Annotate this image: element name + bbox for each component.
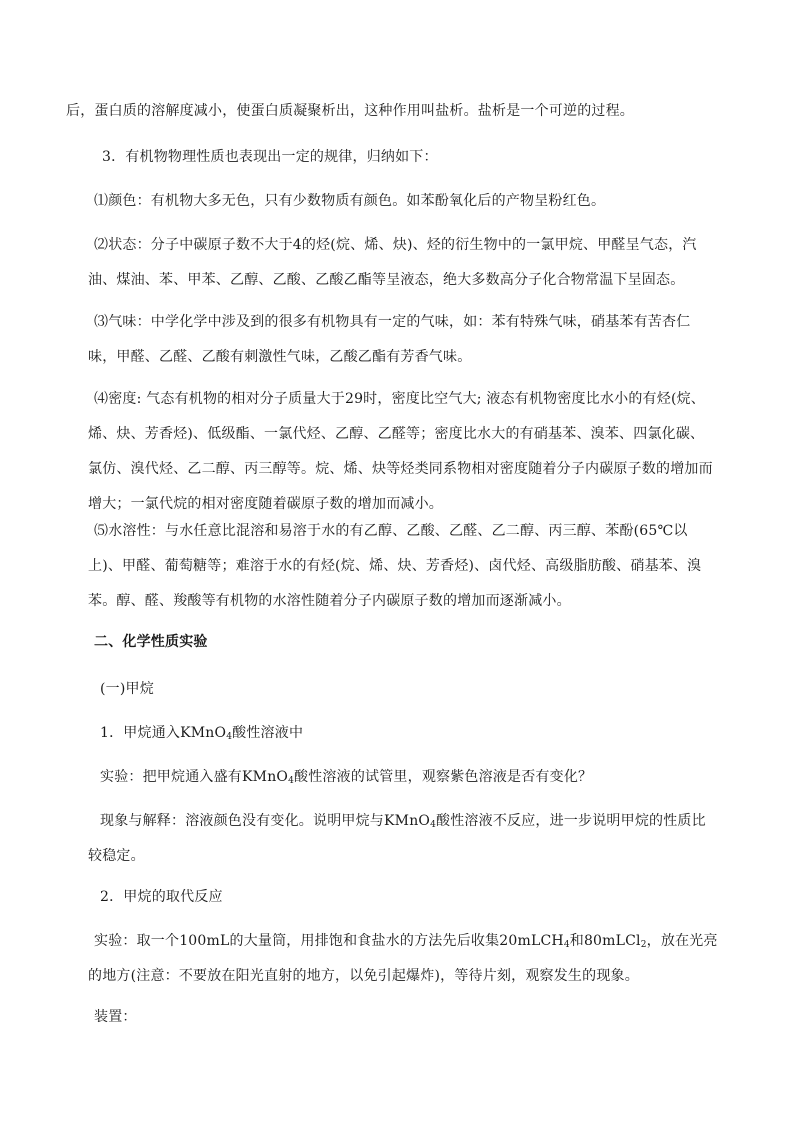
paragraph-salting-out: 后，蛋白质的溶解度减小，使蛋白质凝聚析出，这种作用叫盐析。盐析是一个可逆的过程。	[66, 103, 634, 119]
paragraph-water-solubility: ⑸水溶性：与水任意比混溶和易溶于水的有乙醇、乙酸、乙醛、乙二醇、丙三醇、苯酚(65℃以上)、甲醛、葡萄糖等；难溶于水的有烃(烷、烯、炔、芳香烃)、卤代烃、高级脂肪酸、硝基苯、溴苯。醇、醛、羧酸等有机物的水溶性随着分子内碳原子数的增加而逐渐减小。	[88, 523, 702, 609]
paragraph-color: ⑴颜色：有机物大多无色，只有少数物质有颜色。如苯酚氧化后的产物呈粉红色。	[94, 193, 606, 209]
paragraph-state: ⑵状态：分子中碳原子数不大于4的烃(烷、烯、炔)、烃的衍生物中的一氯甲烷、甲醛呈气态，汽油、煤油、苯、甲苯、乙醇、乙酸、乙酸乙酯等呈液态，绝大多数高分子化合物常温下呈固态。	[88, 237, 697, 288]
paragraph-experiment-substitution: 实验：取一个100mL的大量筒，用排饱和食盐水的方法先后收集20mLCH$_4$和80mLCl$_2$，放在光亮的地方(注意：不要放在阳光直射的地方，以免引起爆炸)，等待片刻，观察发生的现象。	[88, 933, 718, 984]
paragraph-phenomenon-explanation: 现象与解释：溶液颜色没有变化。说明甲烷与KMnO$_4$酸性溶液不反应，进一步说明甲烷的性质比较稳定。	[88, 813, 706, 864]
label-apparatus: 装置：	[94, 1009, 137, 1025]
paragraph-physical-properties-intro: 3．有机物物理性质也表现出一定的规律，归纳如下：	[102, 149, 438, 165]
subsection-heading-methane: (一)甲烷	[100, 681, 154, 697]
section-heading-chemical-experiments: 二、化学性质实验	[94, 634, 208, 650]
paragraph-density: ⑷密度: 气态有机物的相对分子质量大于29时，密度比空气大; 液态有机物密度比水小的有烃(烷、烯、炔、芳香烃)、低级酯、一氯代烃、乙醇、乙醛等；密度比水大的有硝基苯、溴苯、四氯化碳、氯仿、溴代烃、乙二醇、丙三醇等。烷、烯、炔等烃类同系物相对密度随着分子内碳原子数的增加而增大；一氯代烷的相对密度随着碳原子数的增加而减小。	[88, 391, 713, 512]
paragraph-experiment-kmno4: 实验：把甲烷通入盛有KMnO$_4$酸性溶液的试管里，观察紫色溶液是否有变化？	[100, 769, 593, 786]
paragraph-odor: ⑶气味：中学化学中涉及到的很多有机物具有一定的气味，如：苯有特殊气味，硝基苯有苦杏仁味，甲醛、乙醛、乙酸有刺激性气味，乙酸乙酯有芳香气味。	[88, 314, 691, 365]
item-heading-methane-kmno4: 1．甲烷通入KMnO$_4$酸性溶液中	[100, 725, 304, 742]
item-heading-substitution-reaction: 2．甲烷的取代反应	[100, 889, 223, 905]
